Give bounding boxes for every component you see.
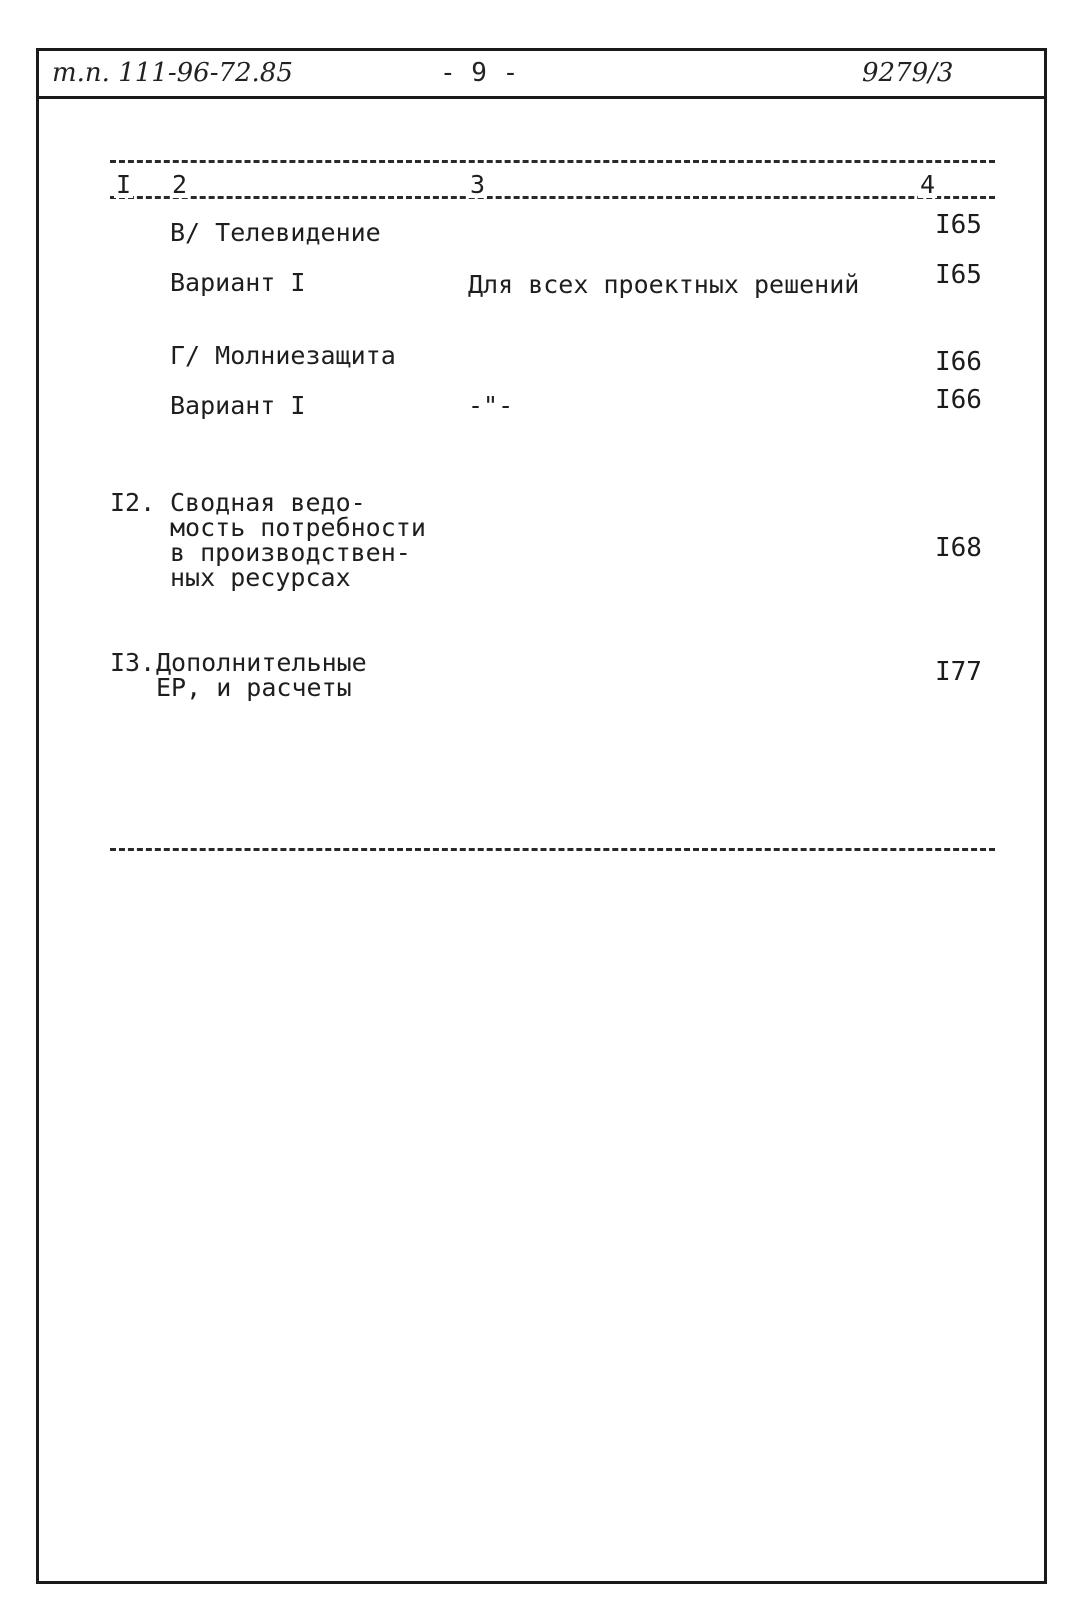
column-header-1: I — [116, 170, 132, 199]
row-title: Вариант I — [170, 391, 306, 420]
row-title-line: ных ресурсах — [170, 563, 351, 592]
page-number: - 9 - — [440, 58, 519, 88]
row-title: В/ Телевидение — [170, 218, 381, 247]
row-title: Вариант I — [170, 268, 306, 297]
row-title-line: Дополнительные — [156, 648, 367, 677]
row-item-number: I2. — [110, 488, 156, 517]
archive-number: 9279/3 — [862, 58, 954, 88]
row-page: I65 — [935, 210, 982, 240]
row-title-line: мость потребности — [170, 513, 426, 542]
table-top-dashed-rule — [110, 160, 995, 163]
row-item-number: I3. — [110, 648, 156, 677]
table-bottom-dashed-rule — [110, 848, 995, 851]
row-title-line: ЕР, и расчеты — [156, 673, 352, 702]
column-header-3: 3 — [470, 170, 486, 199]
row-page: I66 — [935, 347, 982, 377]
row-page: I77 — [935, 657, 982, 687]
row-title: Г/ Молниезащита — [170, 341, 396, 370]
header-divider — [36, 96, 1047, 99]
row-note: -"- — [468, 391, 514, 420]
row-title-line: Сводная ведо- — [170, 488, 366, 517]
column-header-dashed-rule — [110, 196, 995, 199]
column-header-2: 2 — [172, 170, 188, 199]
row-page: I68 — [935, 533, 982, 563]
row-title-line: в производствен- — [170, 538, 411, 567]
row-page: I66 — [935, 385, 982, 415]
row-page: I65 — [935, 260, 982, 290]
column-header-4: 4 — [920, 170, 936, 199]
document-code: т.п. 111-96-72.85 — [52, 58, 293, 88]
row-note: Для всех проектных решений — [468, 270, 860, 299]
